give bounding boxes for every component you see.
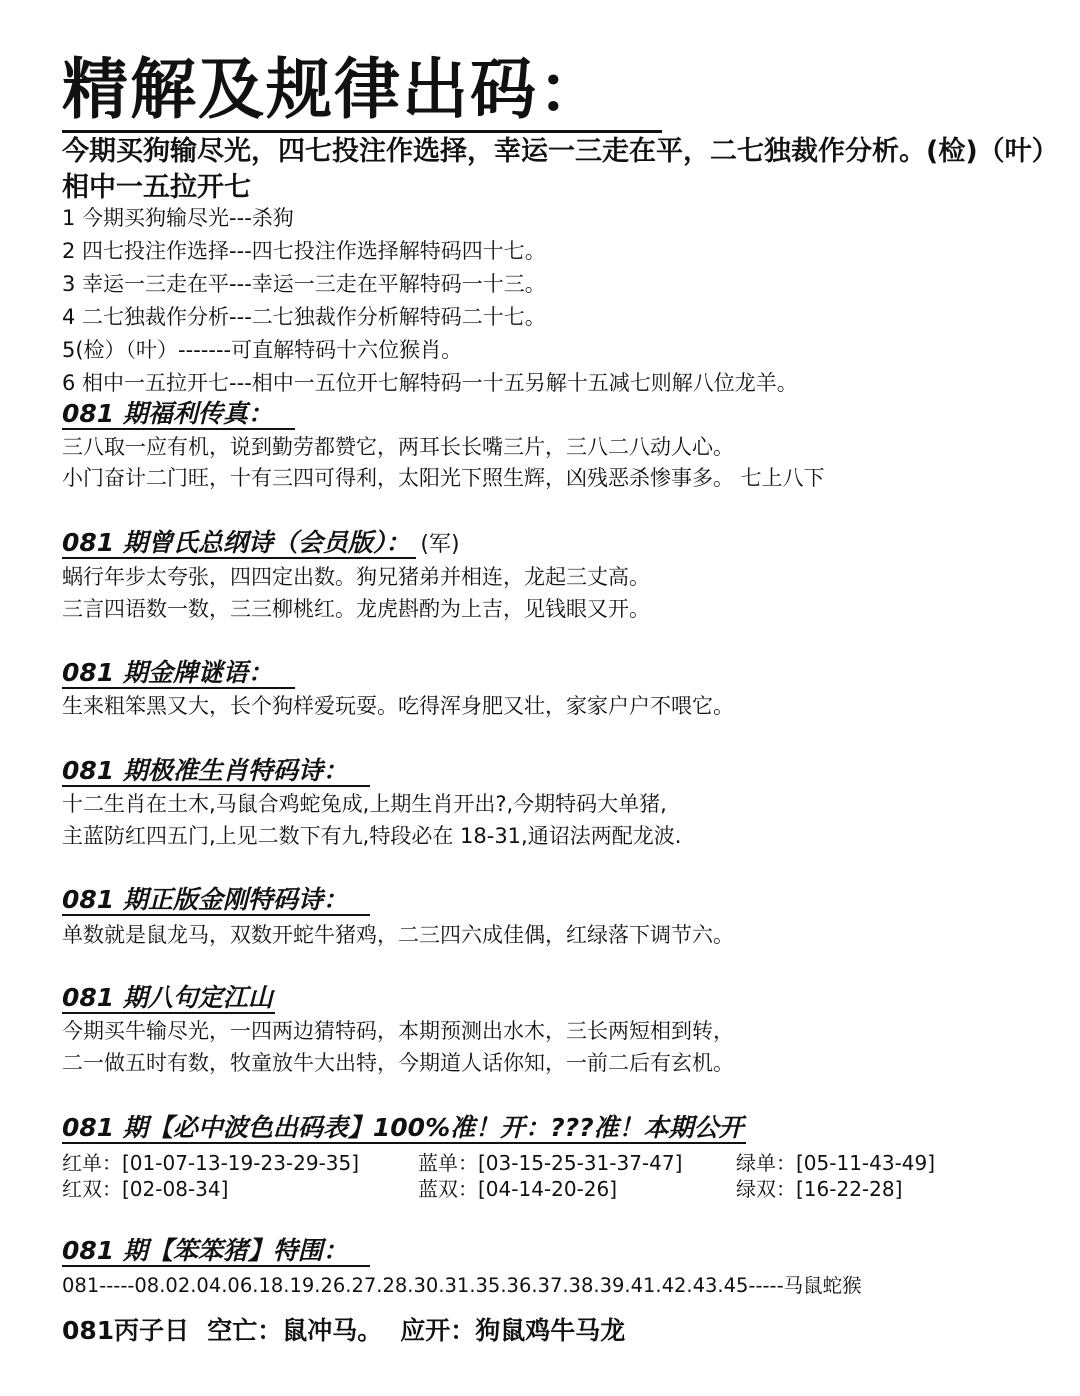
pig-numbers-line: 081-----08.02.04.06.18.19.26.27.28.30.31.35.36.37.38.39.41.42.43.45-----马鼠蛇猴 bbox=[62, 1274, 862, 1297]
explanation-line-6: 6 相中一五拉开七---相中一五位开七解特码一十五另解十五减七则解八位龙羊。 bbox=[62, 371, 798, 395]
page-title: 精解及规律出码： bbox=[62, 50, 662, 133]
red-single-numbers: 红单：[01-07-13-19-23-29-35] bbox=[62, 1151, 360, 1175]
explanation-line-2: 2 四七投注作选择---四七投注作选择解特码四十七。 bbox=[62, 239, 546, 263]
footer-day: 081丙子日 bbox=[62, 1316, 190, 1345]
riddle-line-1: 生来粗笨黑又大，长个狗样爱玩耍。吃得浑身肥又壮，家家户户不喂它。 bbox=[62, 694, 734, 718]
section-title-text: 081 期曾氏总纲诗（会员版）： bbox=[62, 528, 416, 559]
section-title-text: 081 期福利传真： bbox=[62, 399, 295, 430]
red-double-numbers: 红双：[02-08-34] bbox=[62, 1177, 229, 1201]
blue-double-numbers: 蓝双：[04-14-20-26] bbox=[418, 1177, 618, 1201]
vajra-line-1: 单数就是鼠龙马，双数开蛇牛猪鸡，二三四六成佳偶，红绿落下调节六。 bbox=[62, 923, 734, 947]
explanation-line-4: 4 二七独裁作分析---二七独裁作分析解特码二十七。 bbox=[62, 305, 546, 329]
welfare-line-2: 小门奋计二门旺，十有三四可得利，太阳光下照生辉，凶残恶杀惨事多。 七上八下 bbox=[62, 466, 825, 490]
section-title-text: 081 期【笨笨猪】特围： bbox=[62, 1236, 370, 1267]
blue-single-numbers: 蓝单：[03-15-25-31-37-47] bbox=[418, 1151, 683, 1175]
welfare-line-1: 三八取一应有机，说到勤劳都赞它，两耳长长嘴三片，三八二八动人心。 bbox=[62, 435, 734, 459]
footer-kongwang: 空亡：鼠冲马。 bbox=[207, 1316, 383, 1345]
section-title-text: 081 期金牌谜语： bbox=[62, 658, 295, 689]
section-title-text: 081 期极准生肖特码诗： bbox=[62, 756, 370, 787]
zodiac-poem-line-1: 十二生肖在土木,马鼠合鸡蛇兔成,上期生肖开出?,今期特码大单猪, bbox=[62, 792, 667, 816]
section-title-wave bbox=[62, 1112, 746, 1144]
section-title-text: 081 期正版金刚特码诗： bbox=[62, 885, 370, 916]
section-title-welfare bbox=[62, 398, 295, 430]
zeng-line-2: 三言四语数一数，三三柳桃红。龙虎斟酌为上吉，见钱眼又开。 bbox=[62, 597, 650, 621]
footer-yingkai: 应开：狗鼠鸡牛马龙 bbox=[400, 1316, 626, 1345]
section-title-text: 081 期【必中波色出码表】100%准！开：???准！本期公开 bbox=[62, 1113, 744, 1142]
intro-verse: 今期买狗输尽光，四七投注作选择，幸运一三走在平，二七独裁作分析。(检)（叶）相中一五拉开七 bbox=[62, 136, 1046, 203]
section-title-zodiac-poem bbox=[62, 755, 370, 787]
green-single-numbers: 绿单：[05-11-43-49] bbox=[736, 1151, 936, 1175]
section-title-eight-lines bbox=[62, 982, 275, 1014]
explanation-line-1: 1 今期买狗输尽光---杀狗 bbox=[62, 206, 294, 230]
explanation-line-3: 3 幸运一三走在平---幸运一三走在平解特码一十三。 bbox=[62, 272, 546, 296]
section-title-zeng bbox=[62, 527, 460, 561]
green-double-numbers: 绿双：[16-22-28] bbox=[736, 1177, 903, 1201]
zodiac-poem-line-2: 主蓝防红四五门,上见二数下有九,特段必在 18-31,通诏法两配龙波. bbox=[62, 824, 682, 848]
section-title-pig bbox=[62, 1235, 370, 1267]
footer-summary bbox=[62, 1313, 643, 1349]
section-title-vajra bbox=[62, 884, 370, 916]
section-title-text: 081 期八句定江山 bbox=[62, 983, 273, 1012]
explanation-line-5: 5(检）（叶）-------可直解特码十六位猴肖。 bbox=[62, 338, 463, 362]
eight-lines-line-2: 二一做五时有数，牧童放牛大出特，今期道人话你知，一前二后有玄机。 bbox=[62, 1051, 734, 1075]
section-title-riddle bbox=[62, 657, 295, 689]
eight-lines-line-1: 今期买牛输尽光，一四两边猜特码，本期预测出水木，三长两短相到转， bbox=[62, 1019, 734, 1043]
zeng-line-1: 蜗行年步太夸张，四四定出数。狗兄猪弟并相连，龙起三丈高。 bbox=[62, 565, 650, 589]
section-title-suffix: (军) bbox=[420, 532, 460, 557]
